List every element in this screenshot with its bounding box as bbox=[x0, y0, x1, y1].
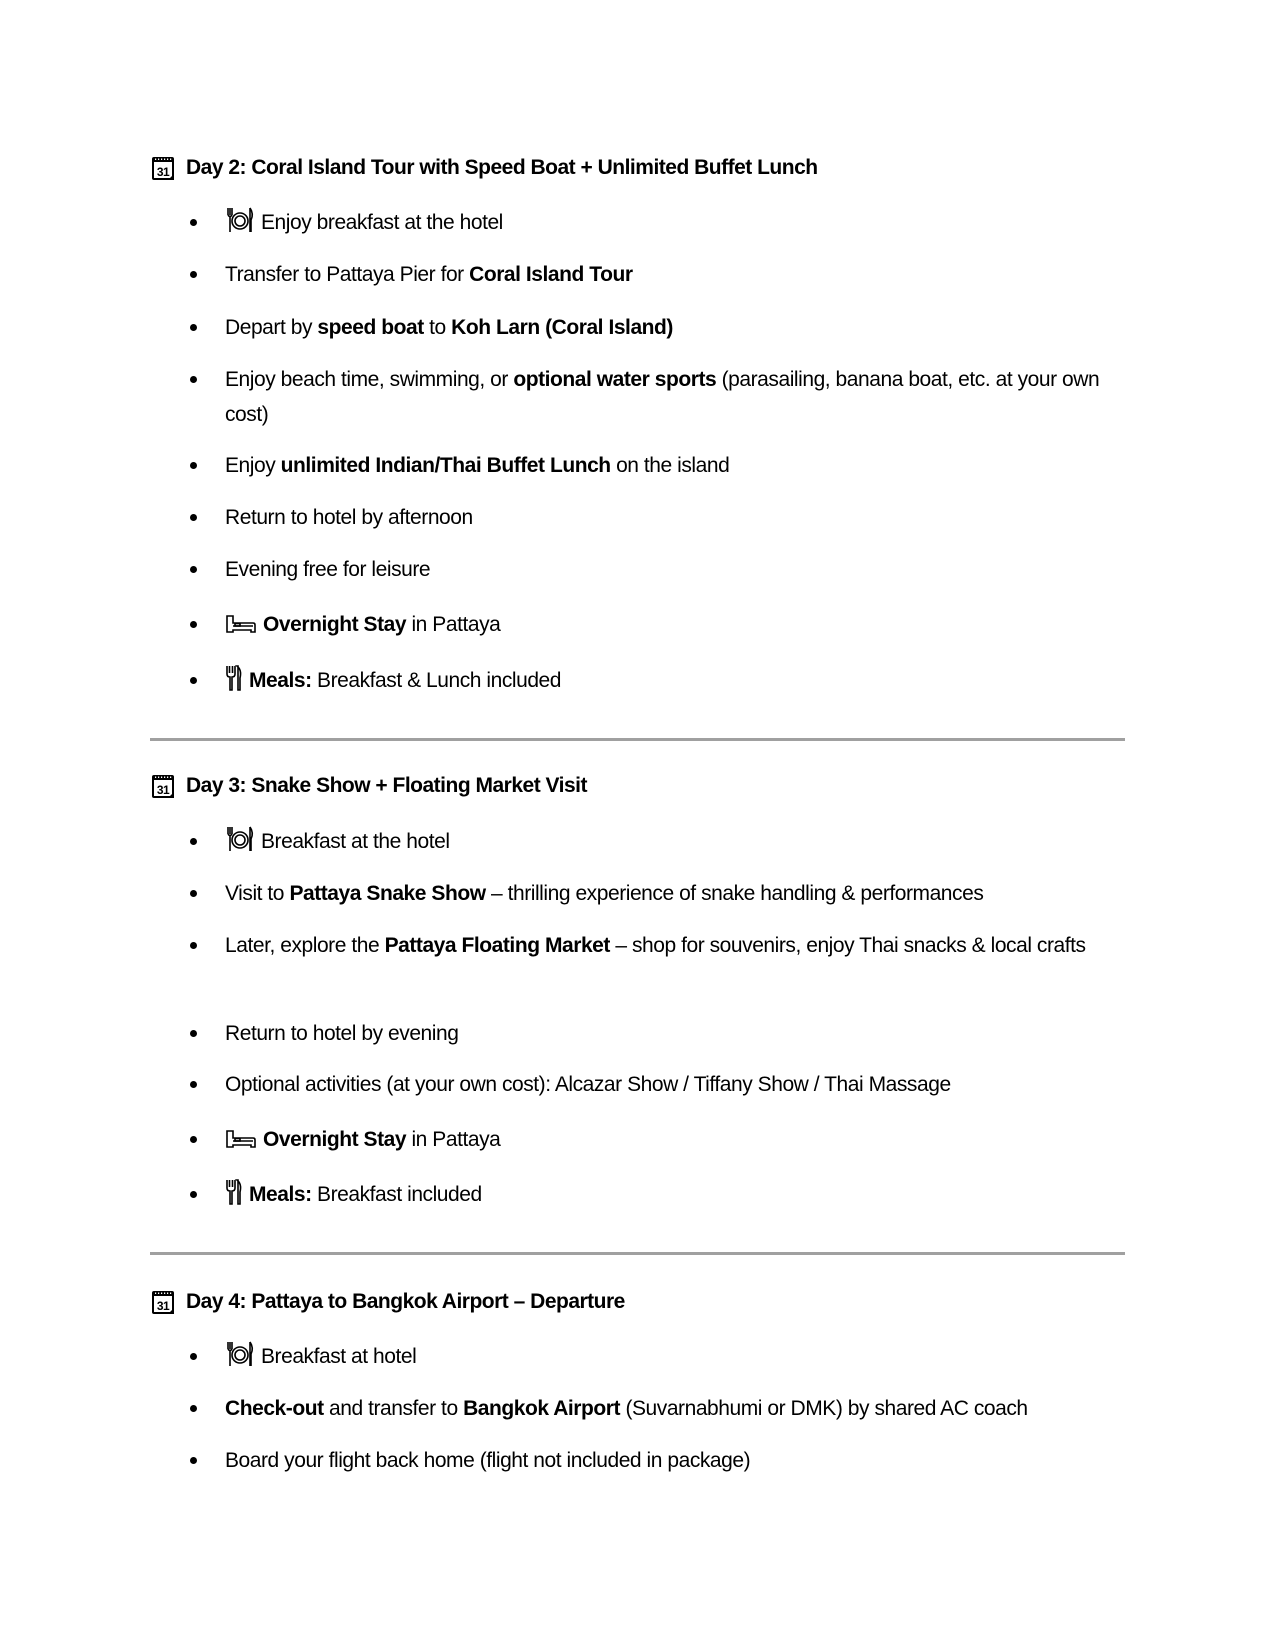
list-item-text bbox=[225, 1443, 1105, 1478]
text: – shop for souvenirs, enjoy Thai snacks & local crafts bbox=[609, 934, 1086, 957]
text: – thrilling experience of snake handling & performances bbox=[485, 882, 984, 905]
list-item-text bbox=[225, 1391, 1105, 1426]
text: Enjoy bbox=[225, 454, 281, 477]
bullet-icon bbox=[190, 552, 198, 587]
text: on the island bbox=[610, 454, 730, 477]
text: Breakfast at the hotel bbox=[261, 830, 450, 853]
list-item-text bbox=[225, 1016, 1105, 1051]
bold-text: unlimited Indian/Thai Buffet Lunch bbox=[280, 454, 611, 477]
list-item-text bbox=[225, 663, 1105, 703]
text: Depart by bbox=[225, 316, 318, 339]
bold-text: Check-out bbox=[225, 1397, 324, 1420]
text: to bbox=[423, 316, 452, 339]
list-item-text bbox=[225, 257, 1105, 292]
text: Optional activities (at your own cost): Alcazar Show / Tiffany Show / Thai Massage bbox=[225, 1073, 951, 1096]
text: Breakfast at hotel bbox=[261, 1345, 417, 1368]
text: Later, explore the bbox=[225, 934, 385, 957]
section-divider bbox=[150, 738, 1125, 741]
bold-text: Pattaya Snake Show bbox=[289, 882, 486, 905]
list-item-text bbox=[225, 1122, 1105, 1162]
bullet-icon bbox=[190, 1016, 198, 1051]
bold-text: optional water sports bbox=[513, 368, 717, 391]
bullet-icon bbox=[190, 663, 198, 698]
plate-cutlery-icon bbox=[225, 1340, 255, 1379]
list-item-text bbox=[225, 362, 1105, 432]
text: (parasailing, banana boat, etc. at your own cost) bbox=[225, 368, 1100, 426]
list-item-text bbox=[225, 1067, 1105, 1102]
text: (Suvarnabhumi or DMK) by shared AC coach bbox=[620, 1397, 1028, 1420]
bullet-icon bbox=[190, 362, 198, 397]
calendar-icon bbox=[151, 154, 176, 182]
list-item-text bbox=[225, 500, 1105, 535]
bold-text: speed boat bbox=[317, 316, 424, 339]
day-heading-text: Day 3: Snake Show + Floating Market Visit bbox=[186, 774, 587, 797]
bullet-icon bbox=[190, 257, 198, 292]
text: in Pattaya bbox=[406, 613, 501, 636]
list-item-text bbox=[225, 876, 1105, 911]
list-item-text bbox=[225, 205, 1105, 245]
list-item-text bbox=[225, 310, 1105, 345]
bold-text: Overnight Stay bbox=[263, 613, 407, 636]
fork-knife-icon bbox=[225, 1178, 243, 1217]
bullet-icon bbox=[190, 928, 198, 963]
section-divider bbox=[150, 1252, 1125, 1255]
text: Enjoy breakfast at the hotel bbox=[261, 211, 503, 234]
bullet-icon bbox=[190, 310, 198, 345]
day-heading bbox=[151, 1287, 625, 1317]
bullet-icon bbox=[190, 1339, 198, 1374]
day-heading bbox=[151, 771, 587, 801]
list-item-text bbox=[225, 552, 1105, 587]
svg-text:31: 31 bbox=[156, 1299, 170, 1313]
text: and transfer to bbox=[323, 1397, 464, 1420]
bullet-icon bbox=[190, 1122, 198, 1157]
bullet-icon bbox=[190, 205, 198, 240]
svg-text:31: 31 bbox=[156, 165, 170, 179]
list-item-text bbox=[225, 607, 1105, 647]
text: Breakfast included bbox=[311, 1183, 482, 1206]
list-item-text bbox=[225, 1339, 1105, 1379]
day-heading bbox=[151, 153, 818, 183]
bold-text: Coral Island Tour bbox=[469, 263, 633, 286]
text: Transfer to Pattaya Pier for bbox=[225, 263, 470, 286]
bullet-icon bbox=[190, 500, 198, 535]
plate-cutlery-icon bbox=[225, 206, 255, 245]
bullet-icon bbox=[190, 607, 198, 642]
text: Return to hotel by afternoon bbox=[225, 506, 473, 529]
text: Enjoy beach time, swimming, or bbox=[225, 368, 514, 391]
bullet-icon bbox=[190, 448, 198, 483]
calendar-icon bbox=[151, 1288, 176, 1316]
bed-icon bbox=[225, 1127, 257, 1162]
svg-text:31: 31 bbox=[156, 783, 170, 797]
bold-text: Meals: bbox=[249, 1183, 312, 1206]
bold-text: Meals: bbox=[249, 669, 312, 692]
text: Breakfast & Lunch included bbox=[311, 669, 562, 692]
plate-cutlery-icon bbox=[225, 825, 255, 864]
list-item-text bbox=[225, 1177, 1105, 1217]
text: Evening free for leisure bbox=[225, 558, 431, 581]
bold-text: Overnight Stay bbox=[263, 1128, 407, 1151]
day-heading-text: Day 4: Pattaya to Bangkok Airport – Departure bbox=[186, 1290, 625, 1313]
text: in Pattaya bbox=[406, 1128, 501, 1151]
bold-text: Bangkok Airport bbox=[463, 1397, 621, 1420]
fork-knife-icon bbox=[225, 664, 243, 703]
list-item-text bbox=[225, 928, 1105, 963]
bullet-icon bbox=[190, 1067, 198, 1102]
text: Return to hotel by evening bbox=[225, 1022, 459, 1045]
text: Visit to bbox=[225, 882, 290, 905]
bold-text: Koh Larn (Coral Island) bbox=[451, 316, 673, 339]
bullet-icon bbox=[190, 824, 198, 859]
text: Board your flight back home (flight not included in package) bbox=[225, 1449, 751, 1472]
list-item-text bbox=[225, 824, 1105, 864]
bullet-icon bbox=[190, 1391, 198, 1426]
list-item-text bbox=[225, 448, 1105, 483]
bed-icon bbox=[225, 612, 257, 647]
bullet-icon bbox=[190, 1443, 198, 1478]
bullet-icon bbox=[190, 1177, 198, 1212]
day-heading-text: Day 2: Coral Island Tour with Speed Boat + Unlimited Buffet Lunch bbox=[186, 156, 818, 179]
calendar-icon bbox=[151, 772, 176, 800]
bold-text: Pattaya Floating Market bbox=[384, 934, 610, 957]
bullet-icon bbox=[190, 876, 198, 911]
